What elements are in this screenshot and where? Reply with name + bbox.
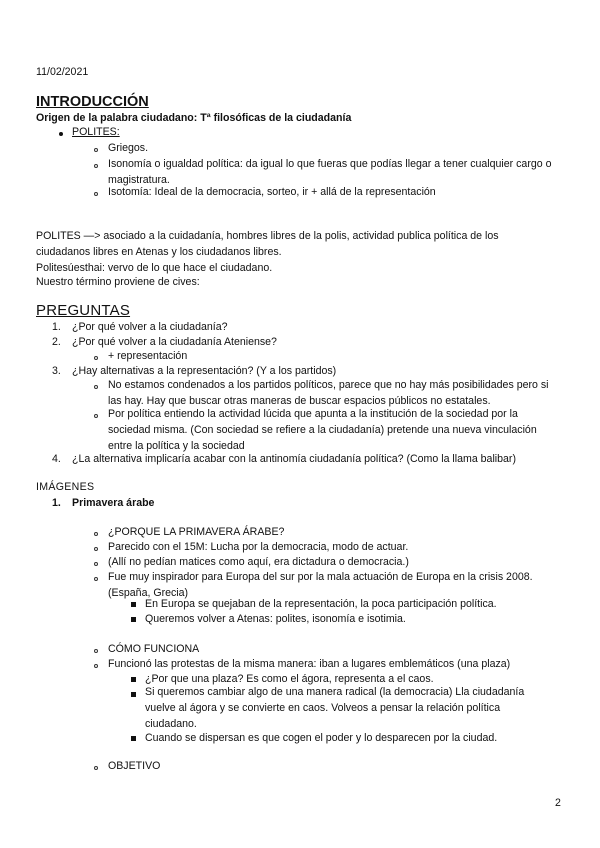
imagenes-heading: IMÁGENES xyxy=(36,481,95,493)
bullet-circle-icon xyxy=(94,562,98,566)
document-date: 11/02/2021 xyxy=(36,66,89,78)
bullet-circle-icon xyxy=(94,148,98,152)
bullet-dot-icon xyxy=(59,132,63,136)
objetivo-heading: OBJETIVO xyxy=(108,760,161,772)
imagenes-item-1: Primavera árabe xyxy=(72,497,155,509)
como-subitem: ¿Por que una plaza? Es como el ágora, representa a el caos. xyxy=(145,673,434,685)
bullet-square-icon xyxy=(131,617,136,622)
porque-item: Fue muy inspirador para Europa del sur por la mala actuación de Europa en la crisis 2008. (España, Grecia) xyxy=(108,571,533,599)
list-number: 4. xyxy=(52,453,61,465)
preguntas-heading: PREGUNTAS xyxy=(36,302,131,319)
bullet-circle-icon xyxy=(94,649,98,653)
porque-heading: ¿PORQUE LA PRIMAVERA ÁRABE? xyxy=(108,526,285,538)
question-2-sub: + representación xyxy=(108,350,188,362)
bullet-circle-icon xyxy=(94,547,98,551)
question-2: ¿Por qué volver a la ciudadanía Ateniense? xyxy=(72,336,277,348)
intro-heading: INTRODUCCIÓN xyxy=(36,94,149,110)
question-1: ¿Por qué volver a la ciudadanía? xyxy=(72,321,228,333)
page-number: 2 xyxy=(555,797,561,809)
paragraph-line: Politesúesthai: vervo de lo que hace el ciudadano. xyxy=(36,262,273,274)
porque-subitem: Queremos volver a Atenas: polites, isonomía e isotimia. xyxy=(145,613,406,625)
bullet-circle-icon xyxy=(94,164,98,168)
como-subitem: Cuando se dispersan es que cogen el poder y lo desparecen por la ciudad. xyxy=(145,732,498,744)
list-number: 3. xyxy=(52,365,61,377)
question-3-sub: Por política entiendo la actividad lúcida que apunta a la institución de la sociedad por la sociedad misma. (Con sociedad se refiere a la ciudadanía) pretende una nueva vinculación entre la política y la sociedad xyxy=(108,408,537,452)
intro-subtitle: Origen de la palabra ciudadano: Tª filosóficas de la ciudadanía xyxy=(36,112,352,124)
intro-item: Isonomía o igualdad política: da igual lo que fueras que podías llegar a tener cualquier cargo o magistratura. xyxy=(108,158,552,186)
list-number: 2. xyxy=(52,336,61,348)
porque-item: Parecido con el 15M: Lucha por la democracia, modo de actuar. xyxy=(108,541,409,553)
bullet-square-icon xyxy=(131,602,136,607)
bullet-circle-icon xyxy=(94,664,98,668)
list-number: 1. xyxy=(52,497,61,509)
bullet-circle-icon xyxy=(94,766,98,770)
bullet-square-icon xyxy=(131,736,136,741)
bullet-circle-icon xyxy=(94,414,98,418)
list-number: 1. xyxy=(52,321,61,333)
bullet-circle-icon xyxy=(94,532,98,536)
intro-item: Griegos. xyxy=(108,142,149,154)
bullet-circle-icon xyxy=(94,577,98,581)
polites-label: POLITES: xyxy=(72,126,120,138)
bullet-circle-icon xyxy=(94,356,98,360)
paragraph-line: Nuestro término proviene de cives: xyxy=(36,276,200,288)
bullet-circle-icon xyxy=(94,385,98,389)
como-item: Funcionó las protestas de la misma manera: iban a lugares emblemáticos (una plaza) xyxy=(108,658,511,670)
porque-item: (Allí no pedían matices como aquí, era dictadura o democracia.) xyxy=(108,556,409,568)
porque-subitem: En Europa se quejaban de la representación, la poca participación política. xyxy=(145,598,497,610)
como-heading: CÓMO FUNCIONA xyxy=(108,643,200,655)
bullet-square-icon xyxy=(131,692,136,697)
bullet-square-icon xyxy=(131,677,136,682)
bullet-circle-icon xyxy=(94,192,98,196)
polites-paragraph: POLITES —> asociado a la cuidadanía, hombres libres de la polis, actividad publica política de los ciudadanos libres en Atenas y los ciudadanos libres. xyxy=(36,230,499,258)
question-3-sub: No estamos condenados a los partidos políticos, parece que no hay más posibilidades pero si las hay. Hay que buscar otras maneras de buscar espacios públicos no estatales. xyxy=(108,379,549,407)
question-4: ¿La alternativa implicaría acabar con la antinomía ciudadanía política? (Como la llama balibar) xyxy=(72,453,516,465)
intro-item: Isotomía: Ideal de la democracia, sorteo, ir + allá de la representación xyxy=(108,186,436,198)
question-3: ¿Hay alternativas a la representación? (Y a los partidos) xyxy=(72,365,337,377)
como-subitem: Si queremos cambiar algo de una manera radical (la democracia) Lla ciudadanía vuelve al ágora y se convierte en caos. Volveos a pensar la relación política ciudadano. xyxy=(145,686,525,730)
